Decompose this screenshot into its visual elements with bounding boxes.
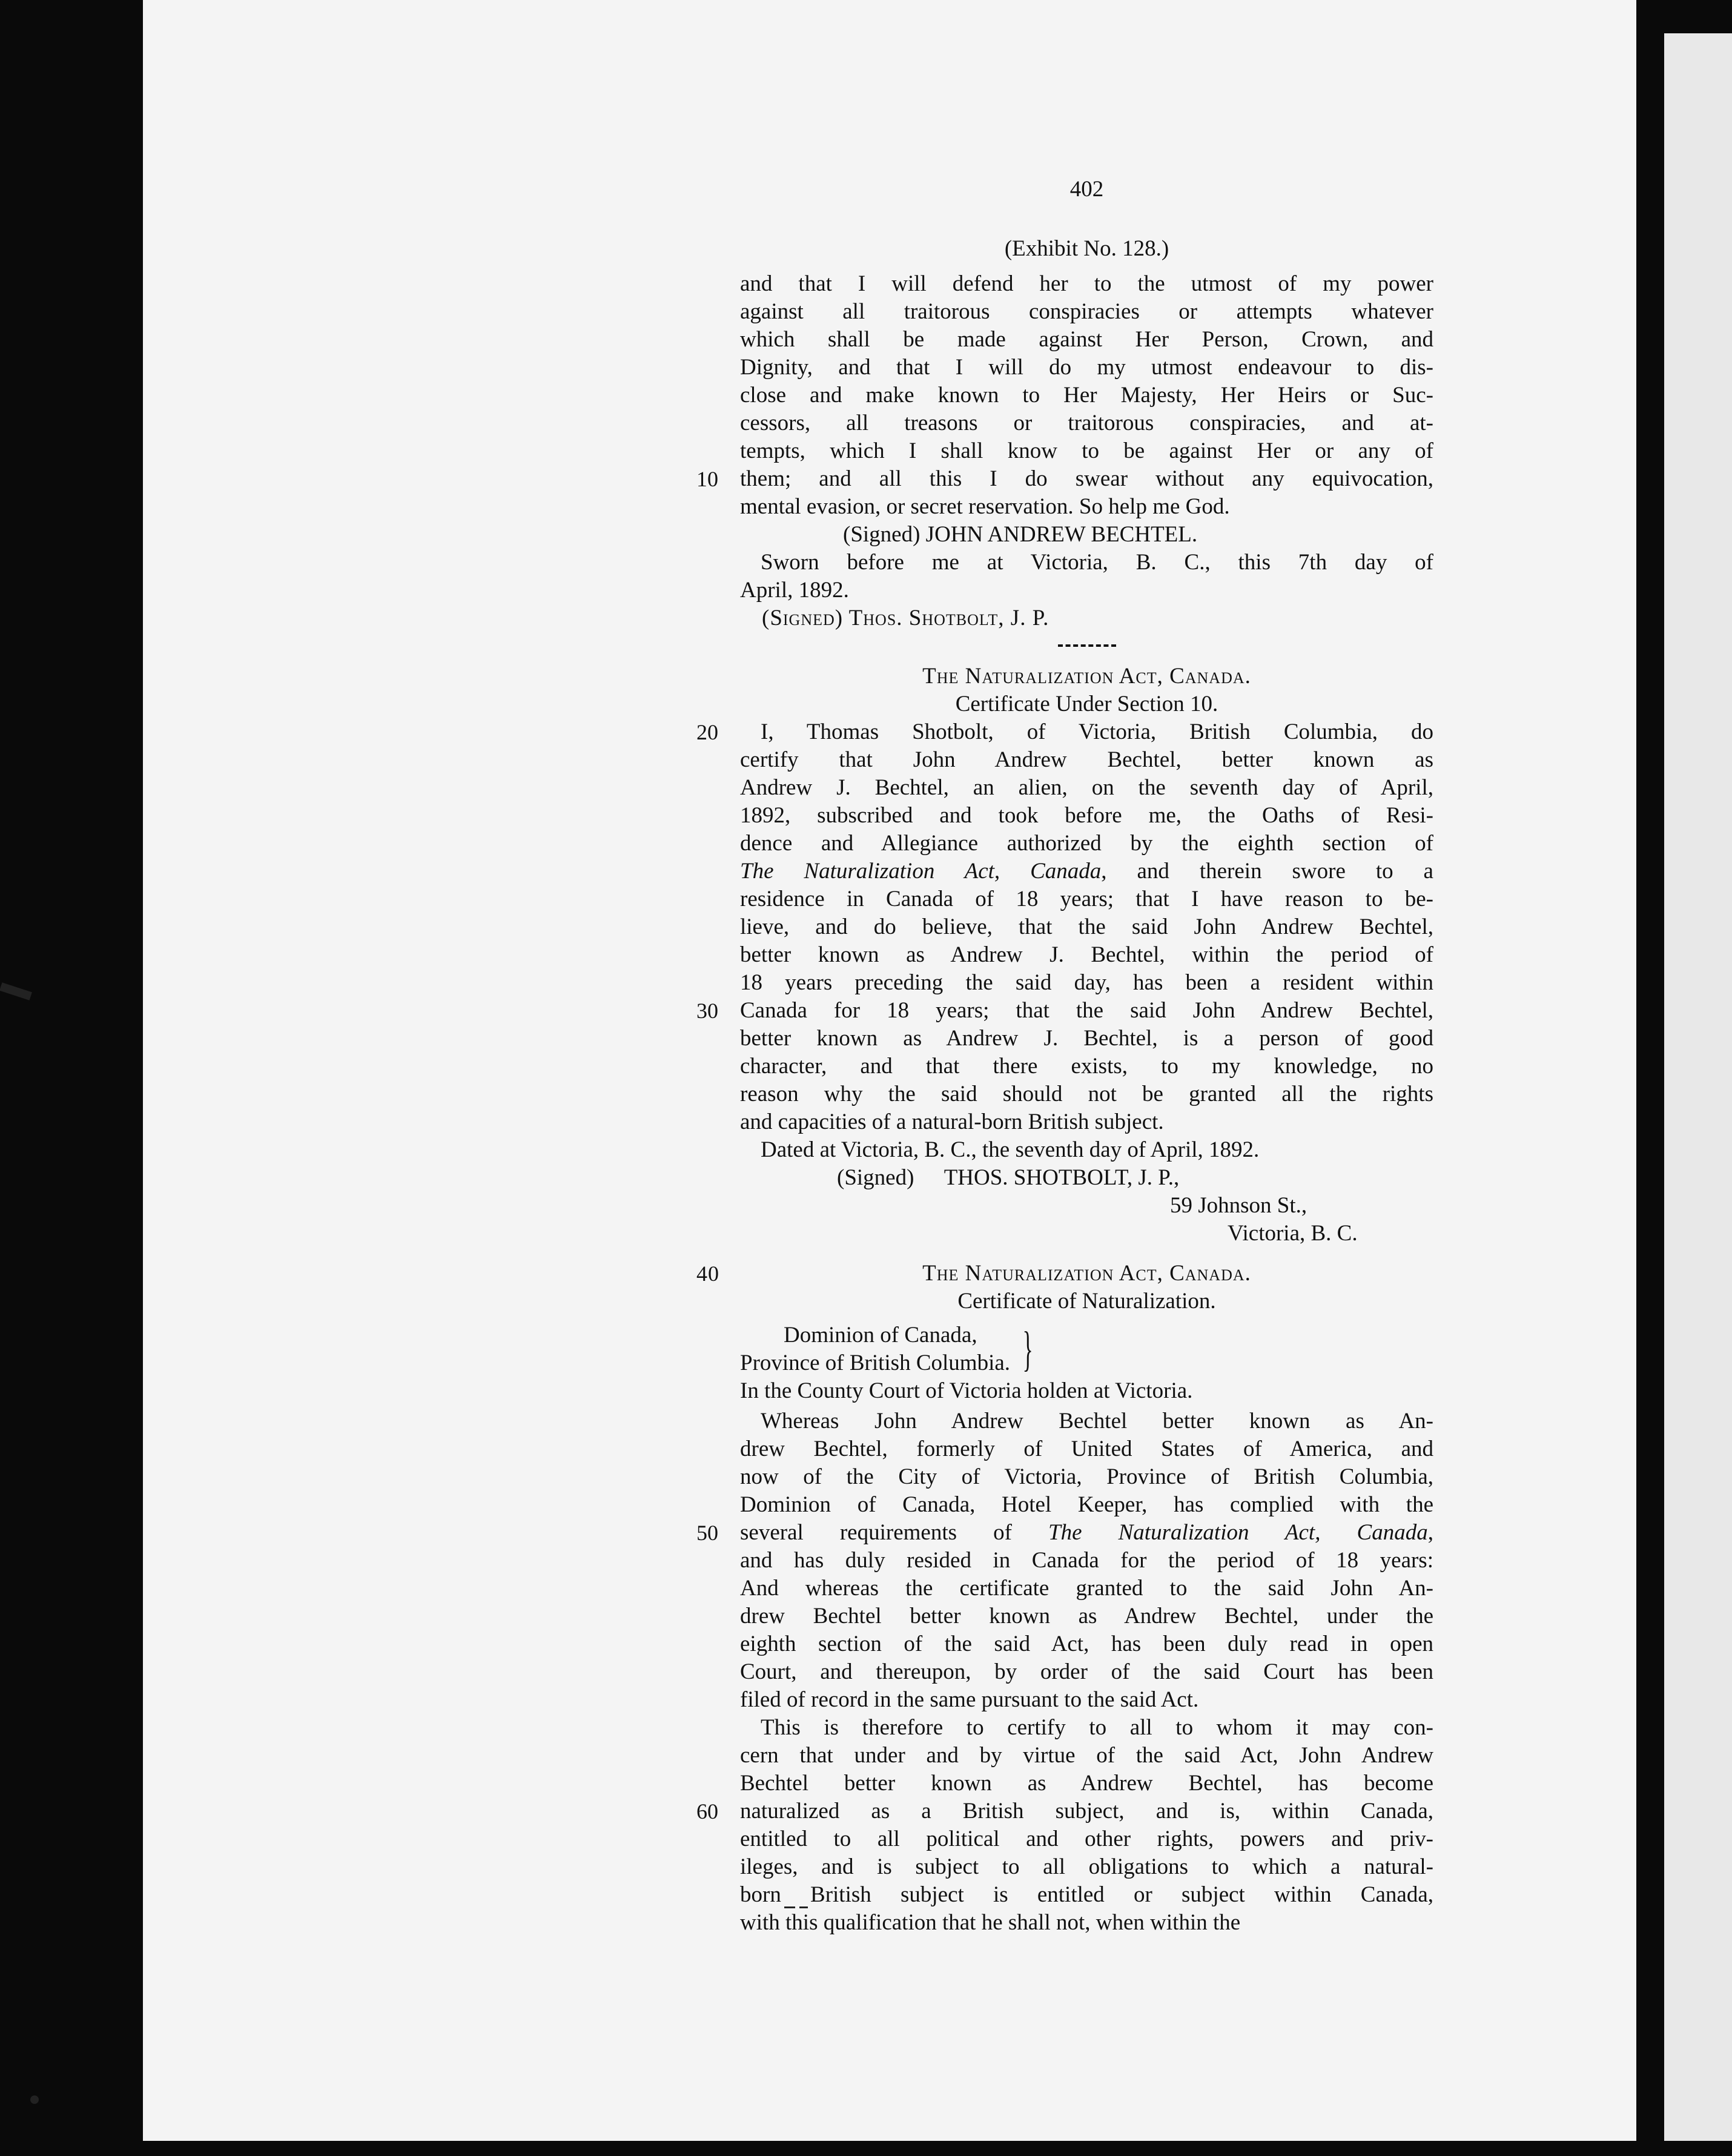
line-text: 1892, subscribed and took before me, the Oaths of Resi- — [740, 803, 1433, 828]
section2-title — [696, 1260, 1433, 1288]
certify-paragraph — [696, 1714, 1433, 1937]
line-text: The Naturalization Act, Canada, and therein swore to a — [740, 859, 1433, 884]
text-line — [696, 997, 1433, 1025]
text-line — [740, 1742, 1433, 1770]
line-text: And whereas the certificate granted to the said John An- — [740, 1576, 1433, 1601]
line-text: character, and that there exists, to my knowledge, no — [740, 1054, 1433, 1079]
address-street: 59 Johnson St., — [1170, 1193, 1307, 1218]
section1-title: The Naturalization Act, Canada. — [922, 664, 1251, 689]
jurisdiction-dominion: Dominion of Canada, — [784, 1323, 977, 1348]
line-number: 20 — [696, 720, 718, 744]
text-line — [740, 858, 1433, 885]
text-line — [740, 1770, 1433, 1797]
line-text: close and make known to Her Majesty, Her Heirs or Suc- — [740, 383, 1433, 408]
signed-label: (Signed) — [837, 1165, 914, 1190]
text-line — [740, 298, 1433, 326]
section1-subtitle: Certificate Under Section 10. — [955, 692, 1218, 716]
text-line — [740, 1602, 1433, 1630]
line-number: 40 — [696, 1262, 719, 1286]
line-text: dence and Allegiance authorized by the eighth section of — [740, 831, 1433, 856]
line-text: mental evasion, or secret reservation. So help me God. — [740, 494, 1230, 519]
oath-paragraph — [696, 270, 1433, 521]
text-line — [740, 774, 1433, 802]
text-line — [740, 1463, 1433, 1491]
text-line — [740, 941, 1433, 969]
line-text: with this qualification that he shall not, when within the — [740, 1910, 1241, 1935]
text-line — [740, 1881, 1433, 1909]
line-text: born British subject is entitled or subject within Canada, — [740, 1882, 1433, 1907]
line-number: 10 — [696, 467, 718, 491]
text-line — [740, 1686, 1433, 1714]
line-number: 30 — [696, 999, 718, 1023]
line-text: Dominion of Canada, Hotel Keeper, has complied with the — [740, 1492, 1433, 1517]
line-text: lieve, and do believe, that the said John Andrew Bechtel, — [740, 914, 1433, 939]
document-text — [696, 176, 1433, 1937]
text-line — [696, 718, 1433, 746]
line-number: 60 — [696, 1799, 718, 1824]
line-text: Bechtel better known as Andrew Bechtel, has become — [740, 1771, 1433, 1796]
line-text: 18 years preceding the said day, has been a resident within — [740, 970, 1433, 995]
text-line — [696, 465, 1433, 493]
text-line — [740, 1080, 1433, 1108]
text-line — [740, 1435, 1433, 1463]
line-text: Canada for 18 years; that the said John Andrew Bechtel, — [740, 998, 1433, 1023]
line-text: I, Thomas Shotbolt, of Victoria, British Columbia, do — [761, 719, 1433, 744]
line-text: drew Bechtel, formerly of United States of America, and — [740, 1437, 1433, 1461]
text-line — [740, 1407, 1433, 1435]
line-text: several requirements of The Naturalization Act, Canada, — [740, 1520, 1433, 1545]
line-text: cessors, all treasons or traitorous conspiracies, and at- — [740, 411, 1433, 435]
oath-signature: (Signed) JOHN ANDREW BECHTEL. — [843, 522, 1198, 547]
section2-subtitle: Certificate of Naturalization. — [957, 1289, 1216, 1314]
line-text: Court, and thereupon, by order of the said Court has been — [740, 1659, 1433, 1684]
line-text: them; and all this I do swear without any equivocation, — [740, 466, 1433, 491]
sworn-signature-text: (Signed) Thos. Shotbolt, J. P. — [762, 606, 1049, 630]
text-line — [740, 1575, 1433, 1602]
text-line — [740, 1053, 1433, 1080]
line-text: ileges, and is subject to all obligations to which a natural- — [740, 1854, 1433, 1879]
line-text: April, 1892. — [740, 578, 849, 603]
line-text: and has duly resided in Canada for the period of 18 years: — [740, 1548, 1433, 1573]
line-text: Sworn before me at Victoria, B. C., this 7th day of — [761, 550, 1433, 575]
book-spine-shadow — [1636, 0, 1664, 2141]
section2-title-text: The Naturalization Act, Canada. — [922, 1261, 1251, 1286]
line-text: reason why the said should not be granted all the rights — [740, 1082, 1433, 1106]
signed-name: THOS. SHOTBOLT, J. P., — [944, 1165, 1180, 1190]
text-line — [740, 382, 1433, 409]
line-text: drew Bechtel better known as Andrew Bechtel, under the — [740, 1604, 1433, 1629]
line-text: filed of record in the same pursuant to the said Act. — [740, 1687, 1199, 1712]
line-text: eighth section of the said Act, has been duly read in open — [740, 1632, 1433, 1656]
section1-dated: Dated at Victoria, B. C., the seventh day of April, 1892. — [761, 1137, 1260, 1162]
text-line — [740, 1025, 1433, 1053]
line-text: Andrew J. Bechtel, an alien, on the seventh day of April, — [740, 775, 1433, 800]
text-line — [740, 1630, 1433, 1658]
section-divider — [1058, 644, 1116, 647]
text-line — [696, 1519, 1433, 1547]
text-line — [740, 549, 1433, 577]
line-text: Dignity, and that I will do my utmost endeavour to dis- — [740, 355, 1433, 380]
jurisdiction-province: Province of British Columbia. — [740, 1351, 1011, 1375]
text-line — [740, 409, 1433, 437]
line-text: now of the City of Victoria, Province of British Columbia, — [740, 1464, 1433, 1489]
text-line — [740, 354, 1433, 382]
adjacent-page-edge — [1664, 33, 1732, 2141]
text-line — [740, 270, 1433, 298]
text-line — [740, 1108, 1433, 1136]
line-text: residence in Canada of 18 years; that I have reason to be- — [740, 887, 1433, 911]
section1-signature — [740, 1164, 1433, 1192]
text-line — [740, 1853, 1433, 1881]
text-line — [740, 326, 1433, 354]
line-text: better known as Andrew J. Bechtel, is a person of good — [740, 1026, 1433, 1051]
whereas-paragraph — [696, 1407, 1433, 1714]
scan-speck — [0, 982, 32, 1000]
text-line — [740, 746, 1433, 774]
page-number: 402 — [1069, 177, 1104, 202]
line-text: and capacities of a natural-born British subject. — [740, 1109, 1164, 1134]
text-line — [740, 913, 1433, 941]
jurisdiction-block — [740, 1321, 1433, 1377]
exhibit-heading: (Exhibit No. 128.) — [1004, 236, 1169, 261]
line-number: 50 — [696, 1521, 718, 1545]
brace-glyph: } — [1022, 1323, 1033, 1376]
line-text: and that I will defend her to the utmost of my power — [740, 271, 1433, 296]
line-text: Whereas John Andrew Bechtel better known as An- — [761, 1409, 1433, 1433]
text-line — [740, 885, 1433, 913]
sworn-paragraph — [740, 549, 1433, 604]
line-text: which shall be made against Her Person, Crown, and — [740, 327, 1433, 352]
line-text: cern that under and by virtue of the said Act, John Andrew — [740, 1743, 1433, 1768]
text-line — [740, 1547, 1433, 1575]
text-line — [740, 437, 1433, 465]
line-text: better known as Andrew J. Bechtel, within the period of — [740, 942, 1433, 967]
text-line — [740, 802, 1433, 830]
line-text: entitled to all political and other rights, powers and priv- — [740, 1827, 1433, 1851]
text-line — [740, 577, 1433, 604]
text-line — [696, 1797, 1433, 1825]
text-line — [740, 1825, 1433, 1853]
line-text: certify that John Andrew Bechtel, better known as — [740, 747, 1433, 772]
line-text: This is therefore to certify to all to whom it may con- — [761, 1715, 1433, 1740]
address-city: Victoria, B. C. — [1228, 1221, 1358, 1246]
court-line: In the County Court of Victoria holden at Victoria. — [740, 1378, 1193, 1403]
line-text: naturalized as a British subject, and is, within Canada, — [740, 1799, 1433, 1824]
scan-speck — [30, 2095, 39, 2104]
text-line — [740, 830, 1433, 858]
text-line — [740, 1909, 1433, 1937]
text-line — [740, 1491, 1433, 1519]
text-line — [740, 1714, 1433, 1742]
line-text: against all traitorous conspiracies or attempts whatever — [740, 299, 1433, 324]
text-line — [740, 1658, 1433, 1686]
text-line — [740, 969, 1433, 997]
line-text: tempts, which I shall know to be against Her or any of — [740, 438, 1433, 463]
section1-paragraph — [696, 718, 1433, 1136]
text-line — [740, 493, 1433, 521]
sworn-signature — [740, 604, 1433, 632]
